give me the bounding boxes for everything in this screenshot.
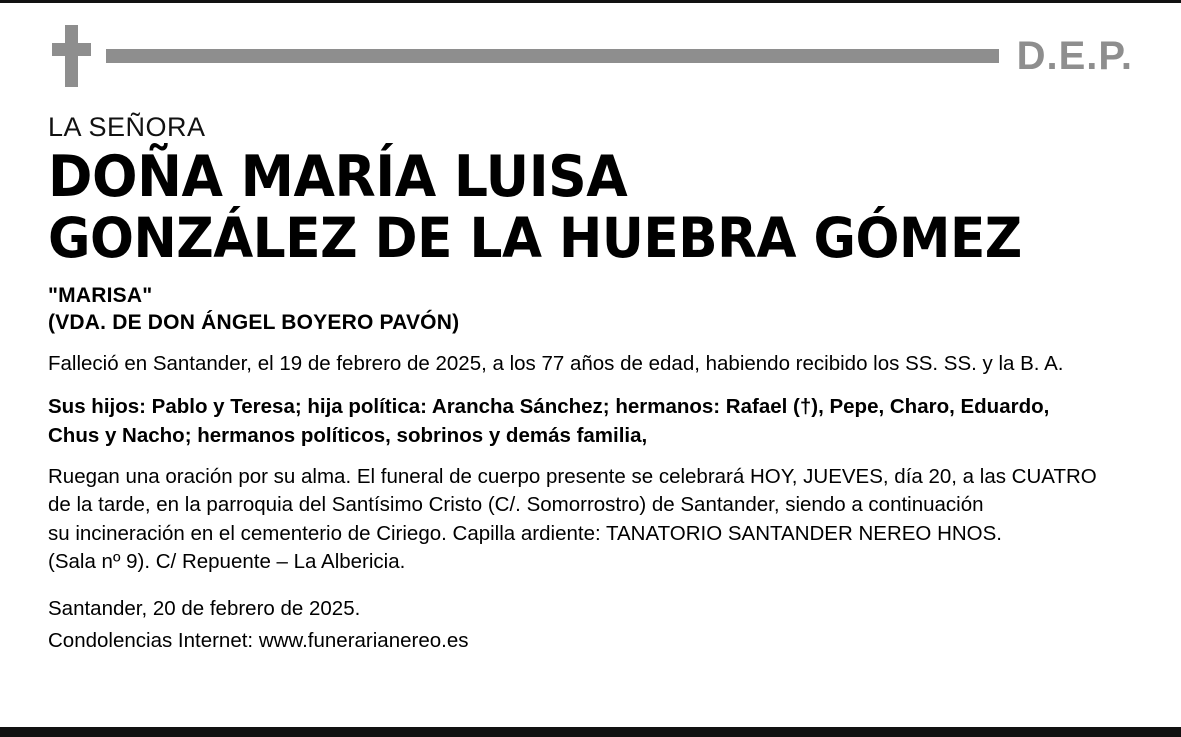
family-list-line-2: Chus y Nacho; hermanos políticos, sobrinos y demás familia,: [48, 424, 648, 448]
bottom-rule: [0, 727, 1181, 737]
service-details: [48, 463, 1133, 576]
dep-label: D.E.P.: [1016, 34, 1133, 78]
service-details-line-4: (Sala nº 9). C/ Repuente – La Albericia.: [48, 549, 406, 573]
honorific-label: LA SEÑORA: [48, 112, 206, 142]
deceased-name-line-2: GONZÁLEZ DE LA HUEBRA GÓMEZ: [48, 205, 1022, 270]
service-details-line-2: de la tarde, en la parroquia del Santísimo Cristo (C/. Somorrostro) de Santander, siendo a continuación: [48, 493, 984, 517]
widow-of-label: (VDA. DE DON ÁNGEL BOYERO PAVÓN): [48, 310, 460, 334]
nickname-label: "MARISA": [48, 283, 153, 307]
service-details-line-3: su incineración en el cementerio de Ciriego. Capilla ardiente: TANATORIO SANTANDER NEREO HNOS.: [48, 521, 1002, 545]
condolences-link[interactable]: Condolencias Internet: www.funerarianereo.es: [48, 628, 469, 652]
family-list: [48, 392, 1088, 451]
death-details: Falleció en Santander, el 19 de febrero de 2025, a los 77 años de edad, habiendo recibido los SS. SS. y la B. A.: [48, 351, 1064, 375]
service-details-line-1: Ruegan una oración por su alma. El funeral de cuerpo presente se celebrará HOY, JUEVES, día 20, a las CUATRO: [48, 465, 1097, 489]
cross-icon: [48, 25, 94, 87]
closing-block: [48, 594, 1133, 655]
notice-header: [48, 0, 1133, 94]
deceased-name-line-1: DOÑA MARÍA LUISA: [48, 144, 628, 210]
family-list-line-1: Sus hijos: Pablo y Teresa; hija política: Arancha Sánchez; hermanos: Rafael (†), Pepe, Charo, Eduardo,: [48, 394, 1050, 418]
cross-horizontal-bar: [52, 43, 91, 56]
header-divider-bar: [106, 49, 999, 63]
cross-vertical-bar: [65, 25, 78, 87]
notice-content: [48, 0, 1133, 737]
place-and-date: Santander, 20 de febrero de 2025.: [48, 597, 361, 621]
